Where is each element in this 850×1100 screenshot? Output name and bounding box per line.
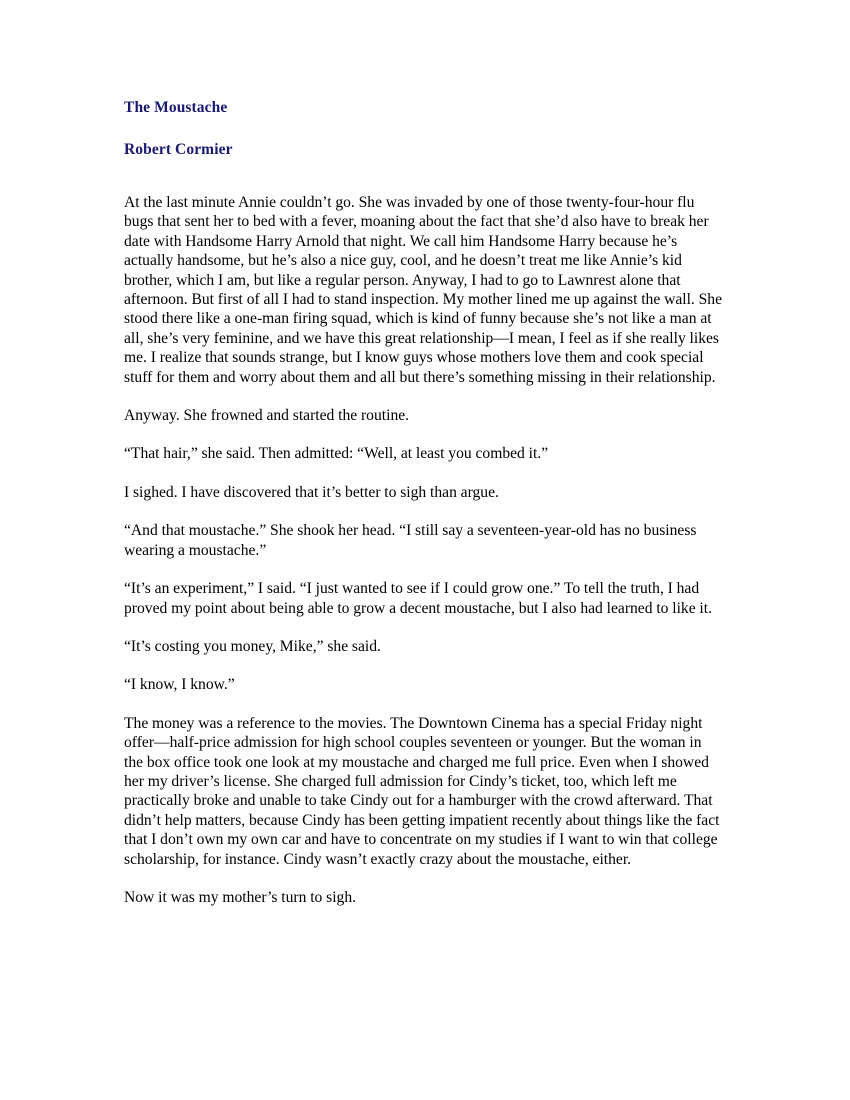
paragraph: Now it was my mother’s turn to sigh. (124, 888, 357, 906)
paragraph: “That hair,” she said. Then admitted: “Well, at least you combed it.” (124, 445, 549, 463)
story-body (124, 193, 722, 907)
paragraph: “It’s an experiment,” I said. “I just wanted to see if I could grow one.” To tell the truth, I had proved my point about being able to grow a decent moustache, but I also had learned to like it. (124, 580, 712, 617)
paragraph: I sighed. I have discovered that it’s better to sigh than argue. (124, 483, 499, 501)
paragraph: The money was a reference to the movies. The Downtown Cinema has a special Friday night offer—half-price admission for high school couples seventeen or younger. But the woman in the box office took one look at my moustache and charged me full price. Even when I showed her my driver’s license. She charged full admission for Cindy’s ticket, too, which left me practically broke and unable to take Cindy out for a hamburger with the crowd afterward. That didn’t help matters, because Cindy has been getting impatient recently about things like the fact that I don’t own my own car and have to concentrate on my studies if I want to win that college scholarship, for instance. Cindy wasn’t exactly crazy about the moustache, either. (124, 714, 720, 868)
paragraph: “It’s costing you money, Mike,” she said. (124, 637, 381, 655)
paragraph: “I know, I know.” (124, 676, 235, 694)
paragraph: At the last minute Annie couldn’t go. She was invaded by one of those twenty-four-hour flu bugs that sent her to bed with a fever, moaning about the fact that she’d also have to break her date with Handsome Harry Arnold that night. We call him Handsome Harry because he’s actually handsome, but he’s also a nice guy, cool, and he doesn’t treat me like Annie’s kid brother, which I am, but like a regular person. Anyway, I had to go to Lawnrest alone that afternoon. But first of all I had to stand inspection. My mother lined me up against the wall. She stood there like a one-man firing squad, which is kind of funny because she’s not like a man at all, she’s very feminine, and we have this great relationship—I mean, I feel as if she really likes me. I realize that sounds strange, but I know guys whose mothers love them and cook special stuff for them and worry about them and all but there’s something missing in their relationship. (124, 194, 723, 386)
paragraph: Anyway. She frowned and started the routine. (124, 407, 410, 425)
page-title: The Moustache (124, 99, 228, 116)
document-content (124, 98, 722, 907)
author-heading: Robert Cormier (124, 141, 233, 158)
paragraph: “And that moustache.” She shook her head. “I still say a seventeen-year-old has no business wearing a moustache.” (124, 522, 697, 559)
